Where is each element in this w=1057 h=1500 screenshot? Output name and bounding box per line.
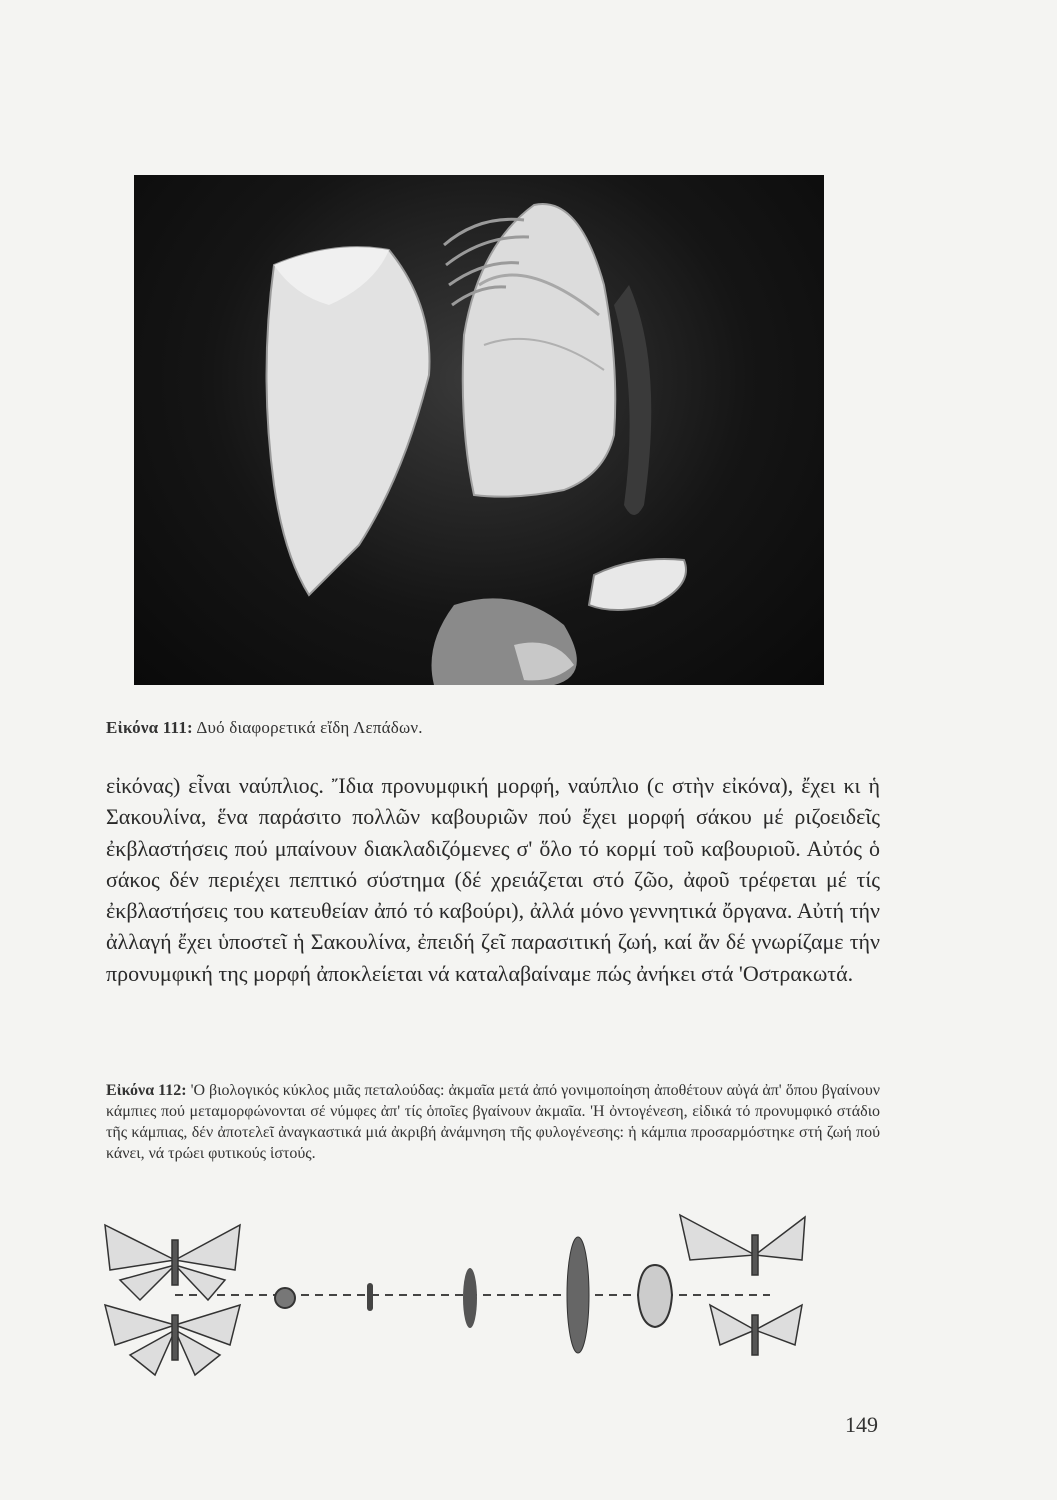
adult-moth-right-top bbox=[680, 1215, 805, 1275]
lepas-illustration bbox=[134, 175, 824, 685]
caterpillar-large-icon bbox=[567, 1237, 589, 1353]
figure-111-text: Δυό διαφορετικά εἴδη Λεπάδων. bbox=[196, 718, 423, 737]
adult-moth-left-bottom bbox=[105, 1305, 240, 1375]
body-paragraph: εἰκόνας) εἶναι ναύπλιος. Ἴδια προνυμφική μορφή, ναύπλιο (c στὴν εἰκόνα), ἔχει κι ἡ Σακουλίνα, ἕνα παράσιτο πολλῶν καβουριῶν πού ἔχει μορφή σάκου μέ ριζοειδεῖς ἐκβλαστήσεις πού μπαίνουν διακλαδιζόμενες σ' ὅλο τό κορμί τοῦ καβουριοῦ. Αὐτός ὁ σάκος δέν περιέχει πεπτικό σύστημα (δέ χρειάζεται στό ζῶο, ἀφοῦ τρέφεται μέ τίς ἐκβλαστήσεις του κατευθείαν ἀπό τό καβούρι), ἀλλά μόνο γεννητικά ὄργανα. Αὐτή τήν ἀλλαγή ἔχει ὑποστεῖ ἡ Σακουλίνα, ἐπειδή ζεῖ παρασιτική ζωή, καί ἄν δέ γνωρίζαμε τήν προνυμφική της μορφή ἀποκλείεται νά καταλαβαίναμε πώς ἀνήκει στά 'Οστρακωτά. bbox=[106, 773, 880, 986]
butterfly-life-cycle-diagram bbox=[90, 1205, 810, 1395]
adult-moth-left-top bbox=[105, 1225, 240, 1300]
caterpillar-medium-icon bbox=[463, 1268, 477, 1328]
egg-icon bbox=[275, 1288, 295, 1308]
figure-112-text: 'Ο βιολογικός κύκλος μιᾶς πεταλούδας: ἀκμαῖα μετά ἀπό γονιμοποίηση ἀποθέτουν αὐγά ἀπ' ὅπου βγαίνουν κάμπιες πού μεταμορφώνονται σέ νύμφες ἀπ' τίς ὁποῖες βγαίνουν ἀκμαῖα. 'Η ὀντογένεση, εἰδικά τό προνυμφικό στάδιο τῆς κάμπιας, δέν ἀποτελεῖ ἀναγκαστικά μιά ἀκριβή ἀνάμνηση τῆς φυλογένεσης: ἡ κάμπια προσαρμόστηκε στή ζωή πού κάνει, νά τρώει φυτικούς ἱστούς. bbox=[106, 1082, 880, 1162]
pupa-icon bbox=[638, 1265, 672, 1327]
caterpillar-small-icon bbox=[367, 1283, 373, 1311]
figure-112-label: Εἰκόνα 112: bbox=[106, 1082, 187, 1099]
figure-112-caption bbox=[106, 1080, 880, 1164]
adult-moth-right-bottom bbox=[710, 1305, 802, 1355]
figure-111-caption bbox=[106, 718, 423, 738]
page-number: 149 bbox=[845, 1412, 878, 1437]
figure-111-label: Εἰκόνα 111: bbox=[106, 718, 193, 737]
lepas-photo bbox=[134, 175, 824, 685]
